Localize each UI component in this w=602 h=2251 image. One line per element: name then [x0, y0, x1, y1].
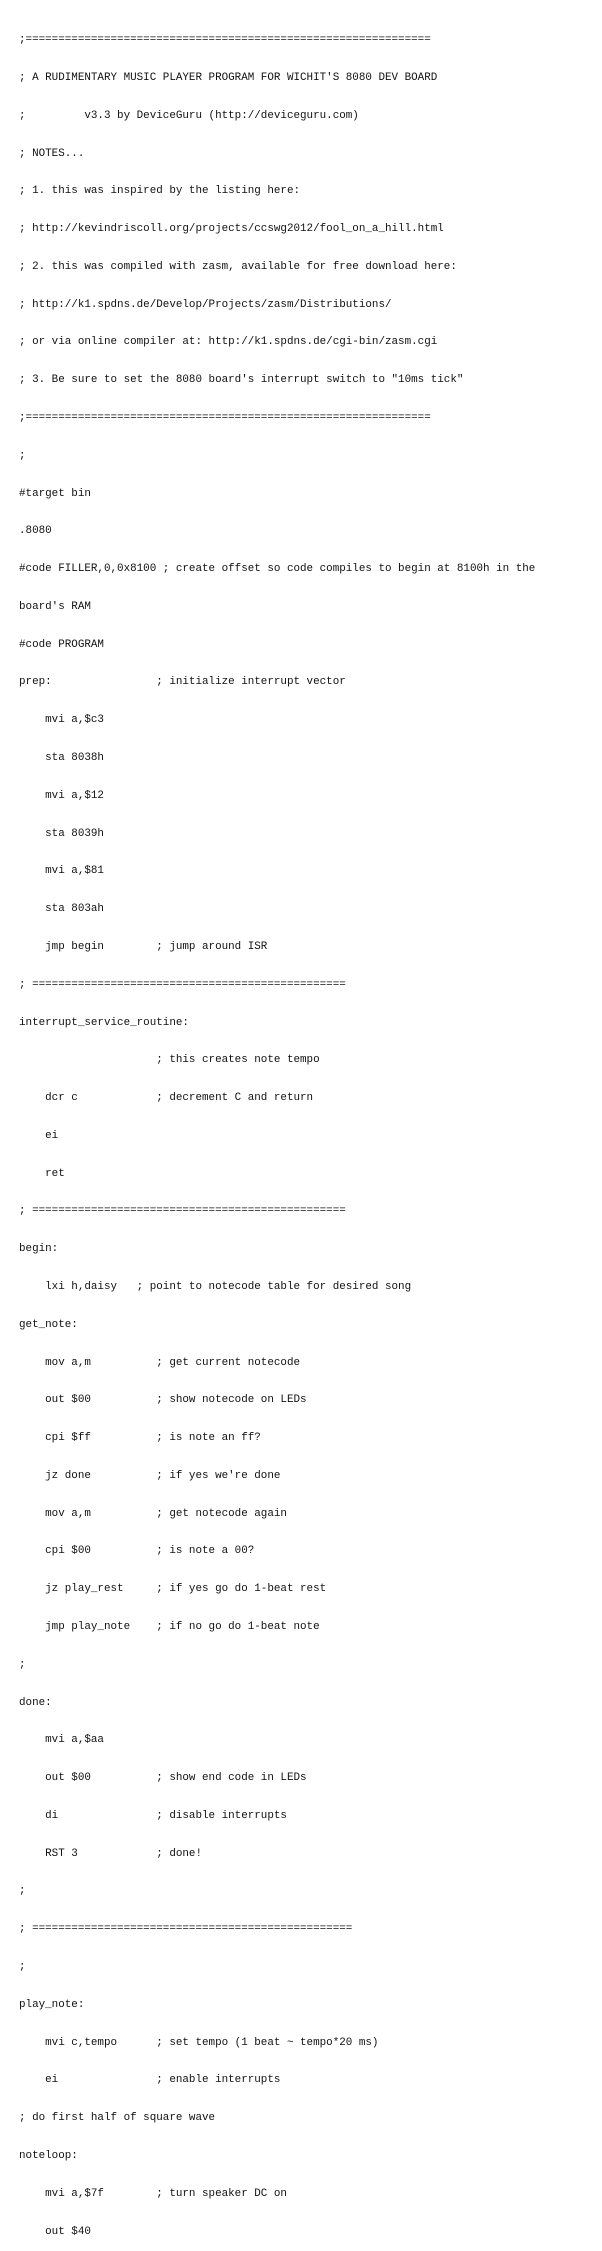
instruction-line: dcr c ; decrement C and return [19, 1092, 314, 1105]
note-1-url-line: ; http://kevindriscoll.org/projects/ccswg2012/fool_on_a_hill.html [19, 223, 444, 236]
directive-continuation-line: board's RAM [19, 600, 91, 613]
instruction-line: mvi a,$7f ; turn speaker DC on [19, 2187, 287, 2200]
version-line: ; v3.3 by DeviceGuru (http://deviceguru.com) [19, 109, 359, 122]
instruction-line: sta 8039h [19, 827, 104, 840]
instruction-line: mvi a,$c3 [19, 714, 104, 727]
instruction-line: out $40 [19, 2225, 91, 2238]
instruction-line: mov a,m ; get notecode again [19, 1507, 287, 1520]
instruction-line: out $00 ; show notecode on LEDs [19, 1394, 307, 1407]
instruction-line: cpi $ff ; is note an ff? [19, 1432, 261, 1445]
comment-line: ; this creates note tempo [19, 1054, 320, 1067]
comment-rule-line: ; ================================================ [19, 978, 346, 991]
instruction-line: mvi a,$81 [19, 865, 104, 878]
comment-line: ; [19, 1885, 26, 1898]
instruction-line: jz done ; if yes we're done [19, 1469, 281, 1482]
instruction-line: ei ; enable interrupts [19, 2074, 281, 2087]
instruction-line: mvi a,$12 [19, 789, 104, 802]
label-line: done: [19, 1696, 52, 1709]
source-code-listing [19, 9, 594, 2251]
instruction-line: sta 8038h [19, 752, 104, 765]
instruction-line: mvi c,tempo ; set tempo (1 beat ~ tempo*20 ms) [19, 2036, 379, 2049]
note-2-compiler-line: ; or via online compiler at: http://k1.spdns.de/cgi-bin/zasm.cgi [19, 336, 438, 349]
note-3-line: ; 3. Be sure to set the 8080 board's interrupt switch to "10ms tick" [19, 374, 464, 387]
label-line: prep: ; initialize interrupt vector [19, 676, 346, 689]
instruction-line: sta 803ah [19, 903, 104, 916]
directive-line: #target bin [19, 487, 91, 500]
instruction-line: RST 3 ; done! [19, 1847, 202, 1860]
comment-rule-line: ;============================================================== [19, 34, 431, 47]
comment-line: ; do first half of square wave [19, 2112, 216, 2125]
comment-line: ; [19, 449, 26, 462]
notes-heading-line: ; NOTES... [19, 147, 85, 160]
note-1-line: ; 1. this was inspired by the listing here: [19, 185, 301, 198]
directive-line: #code PROGRAM [19, 638, 104, 651]
instruction-line: ei [19, 1129, 59, 1142]
label-line: interrupt_service_routine: [19, 1016, 189, 1029]
instruction-line: out $00 ; show end code in LEDs [19, 1772, 307, 1785]
label-line: play_note: [19, 1998, 85, 2011]
instruction-line: jmp play_note ; if no go do 1-beat note [19, 1621, 320, 1633]
comment-rule-line: ;============================================================== [19, 412, 431, 424]
directive-line: .8080 [19, 525, 52, 538]
header-title-line: ; A RUDIMENTARY MUSIC PLAYER PROGRAM FOR WICHIT'S 8080 DEV BOARD [19, 71, 438, 84]
instruction-line: ret [19, 1167, 65, 1180]
comment-rule-line: ; ================================================= [19, 1923, 353, 1936]
label-line: begin: [19, 1243, 59, 1256]
directive-line: #code FILLER,0,0x8100 ; create offset so code compiles to begin at 8100h in the [19, 563, 536, 576]
note-2-url-line: ; http://k1.spdns.de/Develop/Projects/zasm/Distributions/ [19, 298, 392, 311]
label-line: get_note: [19, 1318, 78, 1331]
instruction-line: jmp begin ; jump around ISR [19, 940, 268, 953]
instruction-line: jz play_rest ; if yes go do 1-beat rest [19, 1583, 327, 1596]
instruction-line: lxi h,daisy ; point to notecode table for desired song [19, 1280, 412, 1293]
instruction-line: di ; disable interrupts [19, 1809, 287, 1822]
label-line: noteloop: [19, 2149, 78, 2162]
comment-rule-line: ; ================================================ [19, 1205, 346, 1218]
note-2-line: ; 2. this was compiled with zasm, available for free download here: [19, 260, 457, 273]
comment-line: ; [19, 1658, 26, 1671]
comment-line: ; [19, 1961, 26, 1974]
instruction-line: mvi a,$aa [19, 1734, 104, 1747]
instruction-line: cpi $00 ; is note a 00? [19, 1545, 255, 1558]
instruction-line: mov a,m ; get current notecode [19, 1356, 301, 1369]
